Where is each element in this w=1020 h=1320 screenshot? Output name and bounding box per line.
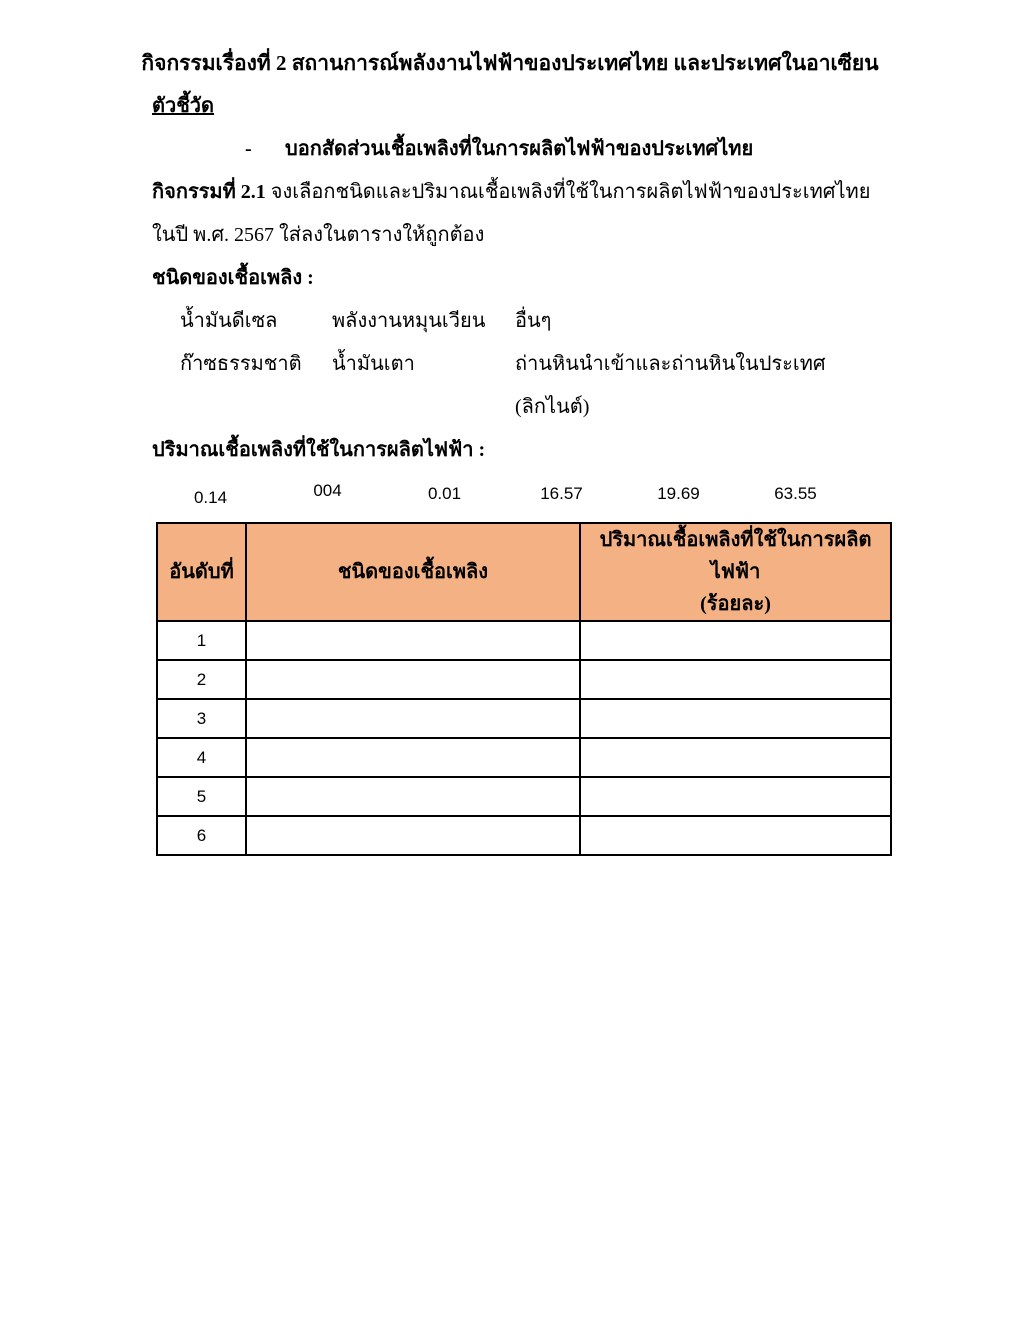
header-amount-line1: ปริมาณเชื้อเพลิงที่ใช้ในการผลิตไฟฟ้า	[599, 529, 872, 583]
amount-option: 0.01	[427, 484, 462, 503]
amount-answer-cell[interactable]	[580, 816, 891, 855]
amount-option: 19.69	[657, 484, 700, 503]
fuel-answer-cell[interactable]	[246, 699, 580, 738]
amount-answer-cell[interactable]	[580, 777, 891, 816]
rank-cell: 5	[157, 777, 246, 816]
fuel-option: ก๊าซธรรมชาติ	[180, 353, 302, 375]
table-header-row	[157, 523, 891, 621]
rank-cell: 4	[157, 738, 246, 777]
fuel-option: ถ่านหินนำเข้าและถ่านหินในประเทศ	[515, 353, 826, 375]
amount-answer-cell[interactable]	[580, 738, 891, 777]
fuel-type-options	[152, 300, 890, 429]
answer-table	[156, 522, 892, 856]
fuel-option-spacer	[332, 386, 515, 429]
fuel-option-spacer	[180, 386, 332, 429]
activity-instruction-line-2: ในปี พ.ศ. 2567 ใส่ลงในตารางให้ถูกต้อง	[152, 224, 485, 246]
document-body	[152, 85, 890, 515]
rank-cell: 3	[157, 699, 246, 738]
fuel-types-heading: ชนิดของเชื้อเพลิง :	[152, 267, 314, 289]
table-row	[157, 777, 891, 816]
amount-answer-cell[interactable]	[580, 621, 891, 660]
fuel-answer-cell[interactable]	[246, 738, 580, 777]
header-rank: อันดับที่	[157, 523, 246, 621]
header-fuel: ชนิดของเชื้อเพลิง	[246, 523, 580, 621]
amount-option: 004	[313, 481, 342, 500]
amount-option: 63.55	[774, 484, 817, 503]
table-row	[157, 699, 891, 738]
indicator-bullet-text: บอกสัดส่วนเชื้อเพลิงที่ในการผลิตไฟฟ้าของประเทศไทย	[285, 138, 754, 160]
table-row	[157, 660, 891, 699]
rank-cell: 2	[157, 660, 246, 699]
header-amount-line2: (ร้อยละ)	[700, 593, 771, 615]
amounts-heading: ปริมาณเชื้อเพลิงที่ใช้ในการผลิตไฟฟ้า :	[152, 439, 486, 461]
fuel-answer-cell[interactable]	[246, 621, 580, 660]
fuel-option: อื่นๆ	[515, 310, 552, 332]
fuel-option: น้ำมันดีเซล	[180, 310, 278, 332]
amount-answer-cell[interactable]	[580, 699, 891, 738]
activity-text: จงเลือกชนิดและปริมาณเชื้อเพลิงที่ใช้ในการผลิตไฟฟ้าของประเทศไทย	[265, 181, 871, 203]
indicator-heading-line	[152, 85, 890, 128]
amount-answer-cell[interactable]	[580, 660, 891, 699]
fuel-option-continuation: (ลิกไนต์)	[515, 396, 590, 418]
indicator-bullet-line	[152, 128, 890, 171]
page-title: กิจกรรมเรื่องที่ 2 สถานการณ์พลังงานไฟฟ้าของประเทศไทย และประเทศในอาเซียน	[141, 51, 879, 75]
fuel-answer-cell[interactable]	[246, 660, 580, 699]
fuel-answer-cell[interactable]	[246, 816, 580, 855]
fuel-answer-cell[interactable]	[246, 777, 580, 816]
rank-cell: 1	[157, 621, 246, 660]
rank-cell: 6	[157, 816, 246, 855]
header-amount	[580, 523, 891, 621]
indicator-heading: ตัวชี้วัด	[152, 95, 215, 117]
table-row	[157, 816, 891, 855]
fuel-option: น้ำมันเตา	[332, 353, 415, 375]
amount-option: 16.57	[540, 484, 583, 503]
bullet-dash: -	[245, 138, 252, 160]
table-row	[157, 738, 891, 777]
fuel-option: พลังงานหมุนเวียน	[332, 310, 486, 332]
amount-option: 0.14	[193, 488, 228, 507]
activity-label: กิจกรรมที่ 2.1	[152, 181, 266, 203]
table-row	[157, 621, 891, 660]
amount-options	[152, 472, 854, 515]
activity-instruction-line	[152, 171, 890, 214]
